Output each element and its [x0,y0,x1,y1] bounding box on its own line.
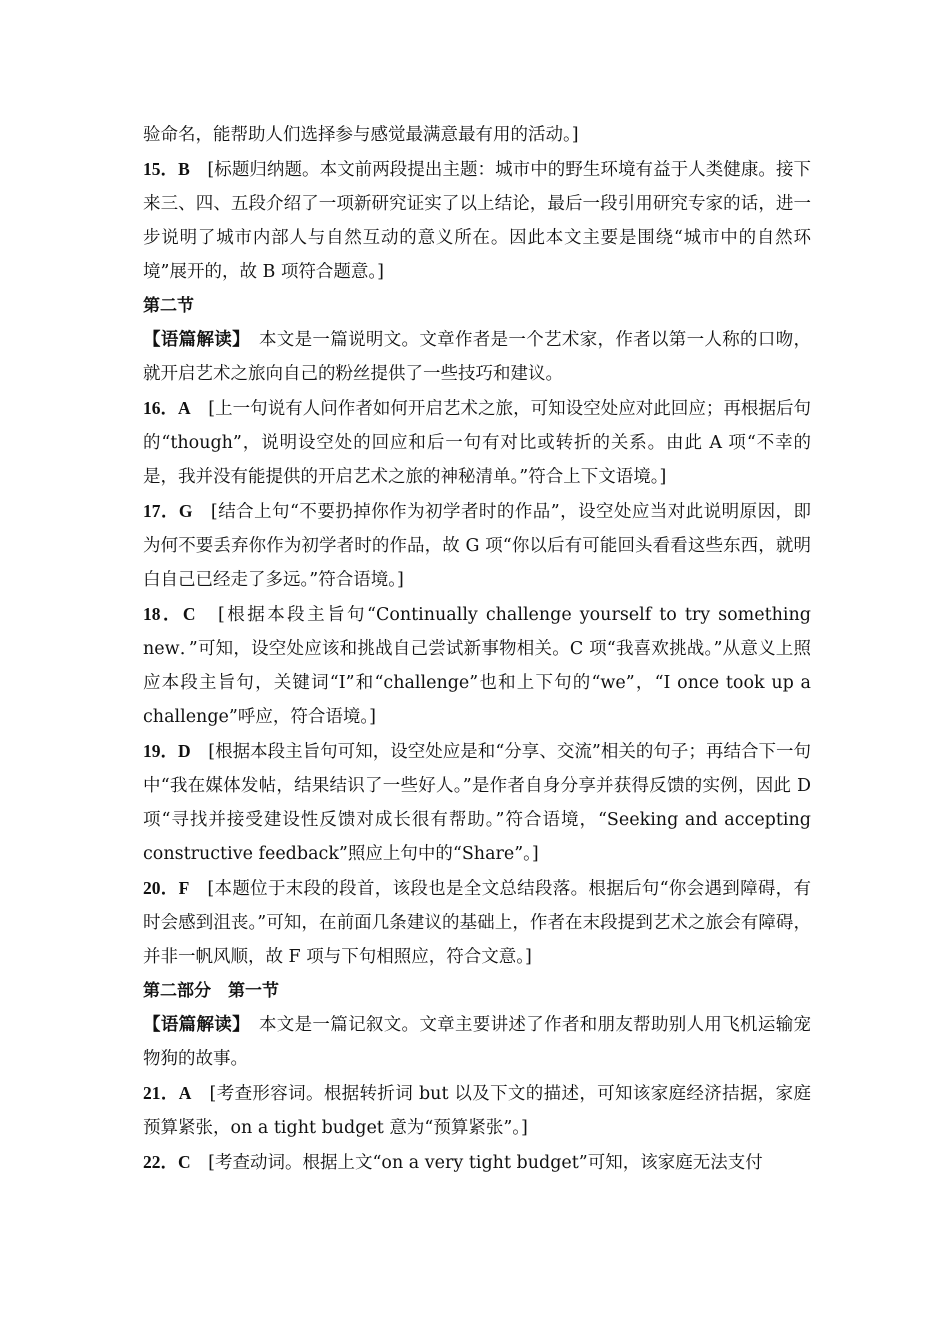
section-heading: 第二节 [143,296,194,316]
answer-explanation: [考查动词。根据上文“on a very tight budget”可知，该家庭无法支付 [208,1153,763,1173]
answer-number: 18．C [143,604,196,624]
document-page [143,118,811,1180]
answer-explanation: [考查形容词。根据转折词 but 以及下文的描述，可知该家庭经济拮据，家庭预算紧张，on a tight budget 意为“预算紧张”。] [143,1084,812,1138]
reading-summary [143,323,811,391]
answer-16 [143,391,811,494]
reading-text: 本文是一篇说明文。文章作者是一个艺术家，作者以第一人称的口吻，就开启艺术之旅向自己的粉丝提供了一些技巧和建议。 [143,330,812,384]
answer-number: 19．D [143,741,191,761]
section-heading: 第二部分 第一节 [143,981,279,1001]
answer-number: 17．G [143,501,193,521]
answer-number: 15．B [143,159,190,179]
paragraph-continuation: 验命名，能帮助人们选择参与感觉最满意最有用的活动。] [143,125,579,145]
answer-18 [143,597,811,734]
answer-explanation: [本题位于末段的段首，该段也是全文总结段落。根据后句“你会遇到障碍，有时会感到沮丧。”可知，在前面几条建议的基础上，作者在末段提到艺术之旅会有障碍，并非一帆风顺，故 F 项与下句相照应，符合文意。] [143,879,811,967]
answer-explanation: [结合上句“不要扔掉你作为初学者时的作品”，设空处应当对此说明原因，即为何不要丢弃你作为初学者时的作品，故 G 项“你以后有可能回头看看这些东西，就明白自己已经走了多远。”符合语境。] [143,502,811,590]
answer-explanation: [标题归纳题。本文前两段提出主题：城市中的野生环境有益于人类健康。接下来三、四、五段介绍了一项新研究证实了以上结论，最后一段引用研究专家的话，进一步说明了城市内部人与自然互动的意义所在。因此本文主要是围绕“城市中的自然环境”展开的，故 B 项符合题意。] [143,160,811,282]
answer-17 [143,494,811,597]
answer-20 [143,871,811,974]
answer-explanation: [上一句说有人问作者如何开启艺术之旅，可知设空处应对此回应；再根据后句的“though”，说明设空处的回应和后一句有对比或转折的关系。由此 A 项“不幸的是，我并没有能提供的开启艺术之旅的神秘清单。”符合上下文语境。] [143,399,812,487]
reading-summary [143,1008,811,1076]
reading-tag: 【语篇解读】 [143,1015,242,1035]
answer-number: 22．C [143,1152,191,1172]
answer-explanation: [根据本段主旨句可知，设空处应是和“分享、交流”相关的句子；再结合下一句中“我在媒体发帖，结果结识了一些好人。”是作者自身分享并获得反馈的实例，因此 D 项“寻找并接受建设性反馈对成长很有帮助。”符合语境，“Seeking and accepting constructive feedback”照应上句中的“Share”。] [143,742,812,864]
reading-text: 本文是一篇记叙文。文章主要讲述了作者和朋友帮助别人用飞机运输宠物狗的故事。 [143,1015,812,1069]
answer-number: 21．A [143,1083,192,1103]
answer-19 [143,734,811,871]
reading-tag: 【语篇解读】 [143,330,242,350]
answer-21 [143,1076,811,1145]
answer-explanation: [根据本段主旨句“Continually challenge yourself to try something new．”可知，设空处应该和挑战自己尝试新事物相关。C 项“我喜欢挑战。”从意义上照应本段主旨句，关键词“I”和“challenge”也和上下句的“we”，“I once took up a challenge”呼应，符合语境。] [143,605,811,727]
answer-number: 16．A [143,398,191,418]
answer-22 [143,1145,811,1180]
answer-15 [143,152,811,289]
answer-number: 20．F [143,878,190,898]
